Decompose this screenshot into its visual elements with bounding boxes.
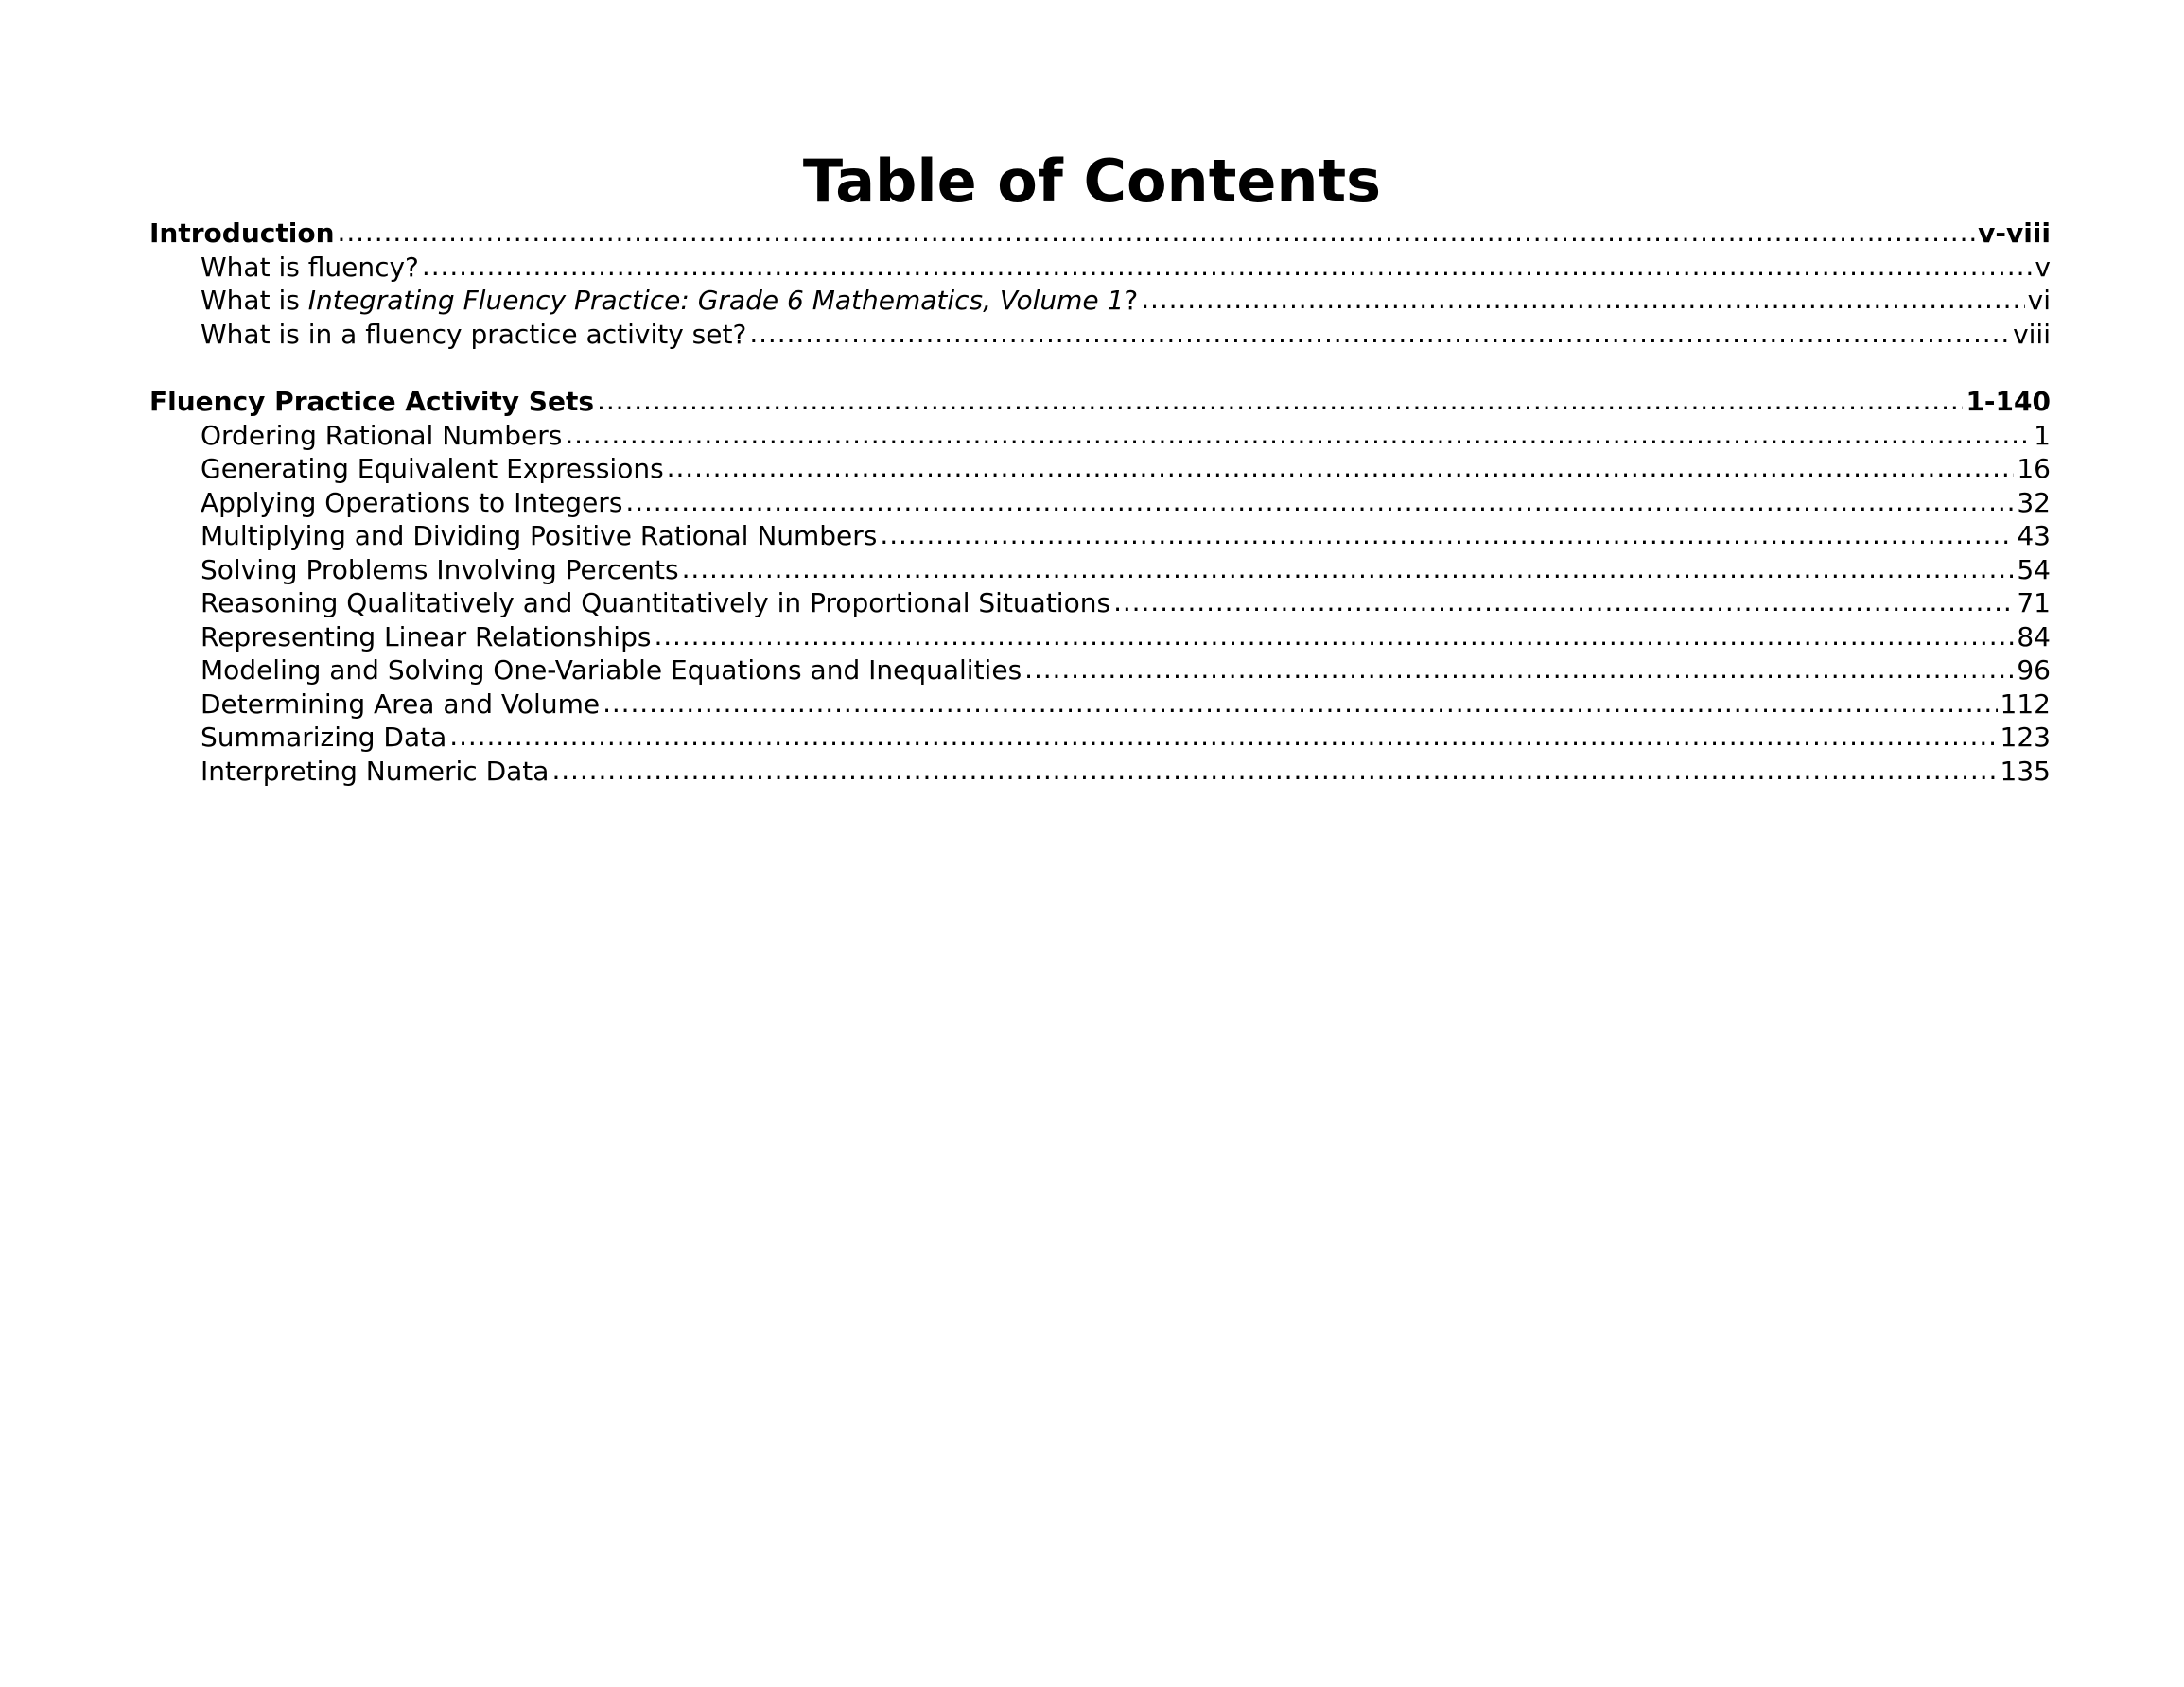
toc-entry-label: Solving Problems Involving Percents [201,553,679,585]
toc-entry[interactable] [149,586,2051,620]
toc-entry-pages: 96 [2017,654,2051,686]
toc-entry-pages: 1 [2034,419,2051,451]
toc-entry[interactable] [149,553,2051,587]
toc-entry-label: Determining Area and Volume [201,687,601,720]
dot-leader [667,451,2015,485]
dot-leader [1113,585,2014,619]
toc-entry[interactable] [149,755,2051,789]
toc-entry-label: Applying Operations to Integers [201,486,623,518]
toc-entry-pages: viii [2013,318,2051,350]
toc-entry-pages: 112 [2000,687,2051,720]
toc-section-fluency-practice-activity-sets[interactable] [149,385,2051,419]
toc-entry[interactable] [149,318,2051,352]
toc-entry-label: Summarizing Data [201,722,447,753]
toc-entry-label: Multiplying and Dividing Positive Rational Numbers [201,520,878,551]
toc-entry[interactable] [149,519,2051,553]
dot-leader [1024,652,2014,687]
toc-entry-label: Representing Linear Relationships [201,620,652,652]
toc-entry-label: Interpreting Numeric Data [201,755,550,787]
page-title: Table of Contents [802,147,1382,216]
toc-entry[interactable] [149,620,2051,654]
toc-entry[interactable] [149,486,2051,520]
toc-entry-label: What is in a fluency practice activity set? [201,318,747,350]
toc-entry-pages: 43 [2017,520,2051,551]
toc-entry-pages: 84 [2017,620,2051,652]
dot-leader [338,216,1976,250]
toc-section-pages: 1-140 [1966,386,2051,417]
toc-entry-label: Generating Equivalent Expressions [201,453,664,484]
toc-entry-label: Reasoning Qualitatively and Quantitatively in Proportional Situations [201,587,1111,618]
toc-entry-label-italic: Integrating Fluency Practice: Grade 6 Mathematics, Volume 1 [307,285,1125,316]
toc-entry[interactable] [149,419,2051,453]
dot-leader [880,518,2014,552]
dot-leader [1141,283,2024,317]
toc-section-introduction[interactable] [149,217,2051,251]
toc-entry-pages: 123 [2000,722,2051,753]
toc-entry-pages: v [2035,251,2051,283]
dot-leader [422,250,2033,284]
toc-entry-pages: 16 [2017,453,2051,484]
toc-entry[interactable] [149,251,2051,285]
toc-entry-label: Modeling and Solving One-Variable Equations and Inequalities [201,654,1022,686]
toc-entry[interactable] [149,452,2051,486]
toc-entry-pages: 32 [2017,486,2051,518]
dot-leader [682,552,2015,586]
toc-entry-pages: 135 [2000,755,2051,787]
dot-leader [551,754,1997,788]
dot-leader [625,485,2014,519]
toc-entry-label [201,284,1138,318]
toc-entry[interactable] [149,284,2051,318]
toc-entry[interactable] [149,721,2051,755]
dot-leader [597,384,1963,418]
toc-entry-pages: 54 [2017,553,2051,585]
dot-leader [654,619,2014,653]
dot-leader [603,687,1997,721]
toc-entry-pages: 71 [2017,587,2051,618]
dot-leader [749,317,2010,351]
toc-entry-label: Ordering Rational Numbers [201,419,563,451]
toc-section-label: Introduction [149,217,335,249]
toc-section-label: Fluency Practice Activity Sets [149,386,595,417]
toc-entry-label-suffix: ? [1124,285,1139,316]
toc-section-pages: v-viii [1978,217,2051,249]
toc-entry-pages: vi [2027,285,2051,316]
toc-entry-label: What is fluency? [201,251,419,283]
toc-entry[interactable] [149,687,2051,722]
toc-entry-label-prefix: What is [201,285,308,316]
dot-leader [565,418,2031,452]
dot-leader [449,720,1997,754]
toc-entry[interactable] [149,653,2051,687]
table-of-contents [149,217,2051,788]
